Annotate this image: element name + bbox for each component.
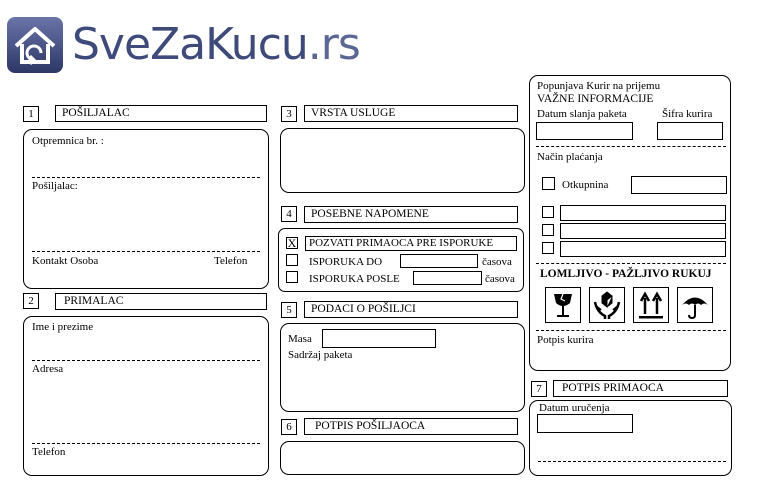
important-info-title: VAŽNE INFORMACIJE	[537, 93, 654, 105]
notes-panel	[278, 228, 524, 292]
courier-intro: Popunjava Kurir na prijemu	[537, 80, 661, 92]
payment-option-2-checkbox[interactable]	[542, 224, 554, 236]
this-way-up-icon	[633, 287, 669, 323]
courier-code-label: Šifra kurira	[662, 108, 713, 120]
adresa-label: Adresa	[32, 363, 64, 375]
deliver-until-label: ISPORUKA DO	[309, 256, 383, 268]
deliver-until-input[interactable]	[400, 254, 478, 268]
payment-option-1-input[interactable]	[560, 205, 726, 221]
send-date-input[interactable]	[536, 122, 633, 140]
section-4-number: 4	[281, 206, 297, 222]
delivery-date-input[interactable]	[537, 414, 633, 433]
brand-name: SveZaKucu.rs	[72, 19, 360, 70]
sender-signature-panel	[280, 441, 525, 475]
payment-option-3-checkbox[interactable]	[542, 242, 554, 254]
fragile-glass-icon	[545, 287, 581, 323]
recipient-telefon-label: Telefon	[32, 446, 66, 458]
keep-dry-umbrella-icon	[677, 287, 713, 323]
section-6-title: POTPIS POŠILJAOCA	[304, 418, 518, 435]
house-arrow-icon	[6, 16, 64, 74]
delivery-date-label: Datum uručenja	[539, 402, 610, 414]
ime-label: Ime i prezime	[32, 321, 94, 333]
recipient-signature-panel	[529, 400, 732, 476]
section-1-number: 1	[23, 106, 39, 122]
section-6-number: 6	[281, 419, 297, 435]
section-2-number: 2	[23, 293, 39, 309]
section-7-title: POTPIS PRIMAOCA	[553, 380, 728, 397]
payment-method-label: Način plaćanja	[537, 151, 603, 163]
call-before-checkbox[interactable]: X	[287, 236, 297, 250]
section-2-title: PRIMALAC	[55, 293, 267, 310]
section-5-number: 5	[281, 302, 297, 318]
masa-input[interactable]	[322, 329, 436, 348]
service-type-panel	[280, 128, 525, 193]
payment-option-1-checkbox[interactable]	[542, 206, 554, 218]
casova-label-2: časova	[485, 273, 515, 285]
sadrzaj-label: Sadržaj paketa	[288, 349, 353, 361]
courier-code-input[interactable]	[657, 122, 723, 140]
deliver-until-checkbox[interactable]	[286, 254, 298, 266]
shipment-panel	[280, 323, 525, 412]
otkupnina-label: Otkupnina	[562, 179, 609, 191]
otkupnina-input[interactable]	[631, 176, 727, 194]
masa-label: Masa	[288, 333, 312, 345]
section-3-title: VRSTA USLUGE	[304, 105, 518, 122]
send-date-label: Datum slanja paketa	[537, 108, 627, 120]
fragile-warning: LOMLJIVO - PAŽLJIVO RUKUJ	[540, 268, 712, 280]
logo	[6, 16, 396, 74]
casova-label-1: časova	[482, 256, 512, 268]
section-1-title: POŠILJALAC	[55, 105, 267, 122]
call-before-label: POZVATI PRIMAOCA PRE ISPORUKE	[309, 237, 494, 249]
sender-panel	[23, 129, 269, 289]
section-4-title: POSEBNE NAPOMENE	[304, 206, 518, 223]
posiljalac-label: Pošiljalac:	[32, 180, 78, 192]
otkupnina-checkbox[interactable]	[542, 177, 555, 190]
courier-signature-label: Potpis kurira	[537, 334, 594, 346]
otpremnica-label: Otpremnica br. :	[32, 135, 104, 147]
deliver-after-input[interactable]	[413, 271, 482, 285]
payment-option-3-input[interactable]	[560, 241, 726, 257]
kontakt-label: Kontakt Osoba	[32, 255, 99, 267]
payment-option-2-input[interactable]	[560, 223, 726, 239]
courier-panel	[529, 75, 731, 371]
section-7-number: 7	[531, 381, 547, 397]
section-5-title: PODACI O POŠILJCI	[304, 301, 518, 318]
handle-with-care-icon	[589, 287, 625, 323]
sender-telefon-label: Telefon	[214, 255, 248, 267]
deliver-after-label: ISPORUKA POSLE	[309, 273, 400, 285]
deliver-after-checkbox[interactable]	[286, 271, 298, 283]
recipient-panel	[23, 316, 269, 476]
section-3-number: 3	[281, 106, 297, 122]
